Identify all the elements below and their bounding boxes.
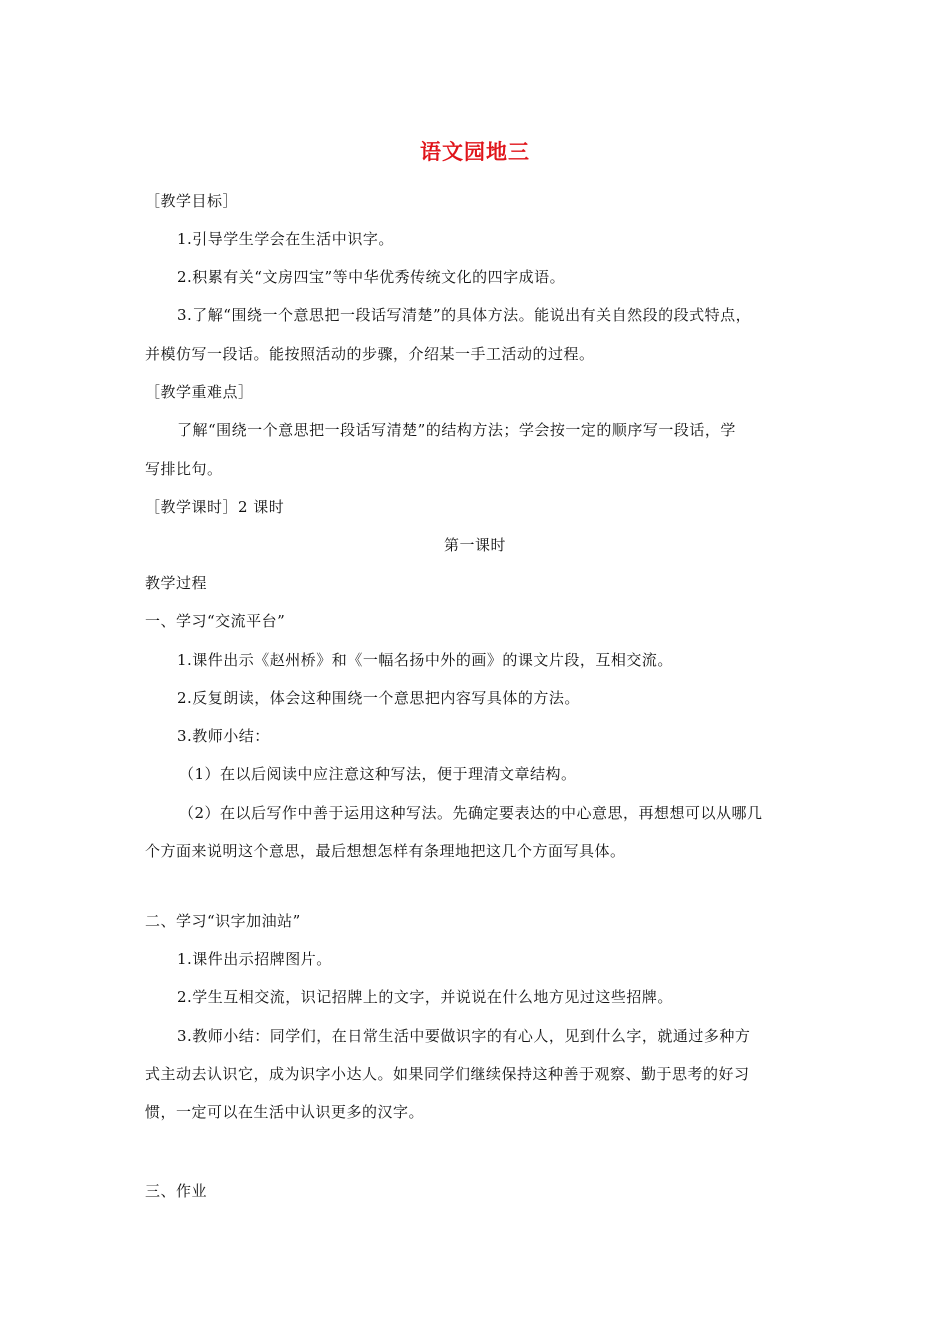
key-points-text: 了解“围绕一个意思把一段话写清楚”的结构方法；学会按一定的顺序写一段话，学: [177, 421, 736, 439]
part-three-heading: 三、作业: [145, 1182, 208, 1200]
part-two-item-2: 2.学生互相交流，识记招牌上的文字，并说说在什么地方见过这些招牌。: [177, 988, 673, 1006]
part-two-item-3: 3.教师小结：同学们，在日常生活中要做识字的有心人，见到什么字，就通过多种方: [177, 1027, 751, 1045]
objective-item-1: 1.引导学生学会在生活中识字。: [177, 230, 394, 248]
lesson-heading-first: 第一课时: [443, 536, 506, 554]
summary-point-1: （1）在以后阅读中应注意这种写法，便于理清文章结构。: [179, 765, 577, 783]
teaching-process-heading: 教学过程: [145, 574, 208, 592]
section-heading-class-hours: ［教学课时］2 课时: [145, 498, 285, 516]
part-two-heading: 二、学习“识字加油站”: [145, 912, 301, 930]
part-two-item-3-continued-2: 惯，一定可以在生活中认识更多的汉字。: [145, 1103, 425, 1121]
objective-item-2: 2.积累有关“文房四宝”等中华优秀传统文化的四字成语。: [177, 268, 566, 286]
objective-item-3: 3.了解“围绕一个意思把一段话写清楚”的具体方法。能说出有关自然段的段式特点，: [177, 306, 752, 324]
document-title: 语文园地三: [420, 140, 530, 164]
part-two-item-3-continued-1: 式主动去认识它，成为识字小达人。如果同学们继续保持这种善于观察、勤于思考的好习: [145, 1065, 750, 1083]
part-one-item-1: 1.课件出示《赵州桥》和《一幅名扬中外的画》的课文片段，互相交流。: [177, 651, 673, 669]
part-one-heading: 一、学习“交流平台”: [145, 612, 286, 630]
part-one-item-2: 2.反复朗读，体会这种围绕一个意思把内容写具体的方法。: [177, 689, 580, 707]
section-heading-key-points: ［教学重难点］: [145, 383, 254, 401]
summary-point-2-continued: 个方面来说明这个意思，最后想想怎样有条理地把这几个方面写具体。: [145, 842, 626, 860]
key-points-text-continued: 写排比句。: [145, 460, 223, 478]
part-one-item-3: 3.教师小结：: [177, 727, 270, 745]
section-heading-objectives: ［教学目标］: [145, 192, 239, 210]
objective-item-3-continued: 并模仿写一段话。能按照活动的步骤，介绍某一手工活动的过程。: [145, 345, 595, 363]
summary-point-2: （2）在以后写作中善于运用这种写法。先确定要表达的中心意思，再想想可以从哪几: [179, 804, 763, 822]
part-two-item-1: 1.课件出示招牌图片。: [177, 950, 332, 968]
